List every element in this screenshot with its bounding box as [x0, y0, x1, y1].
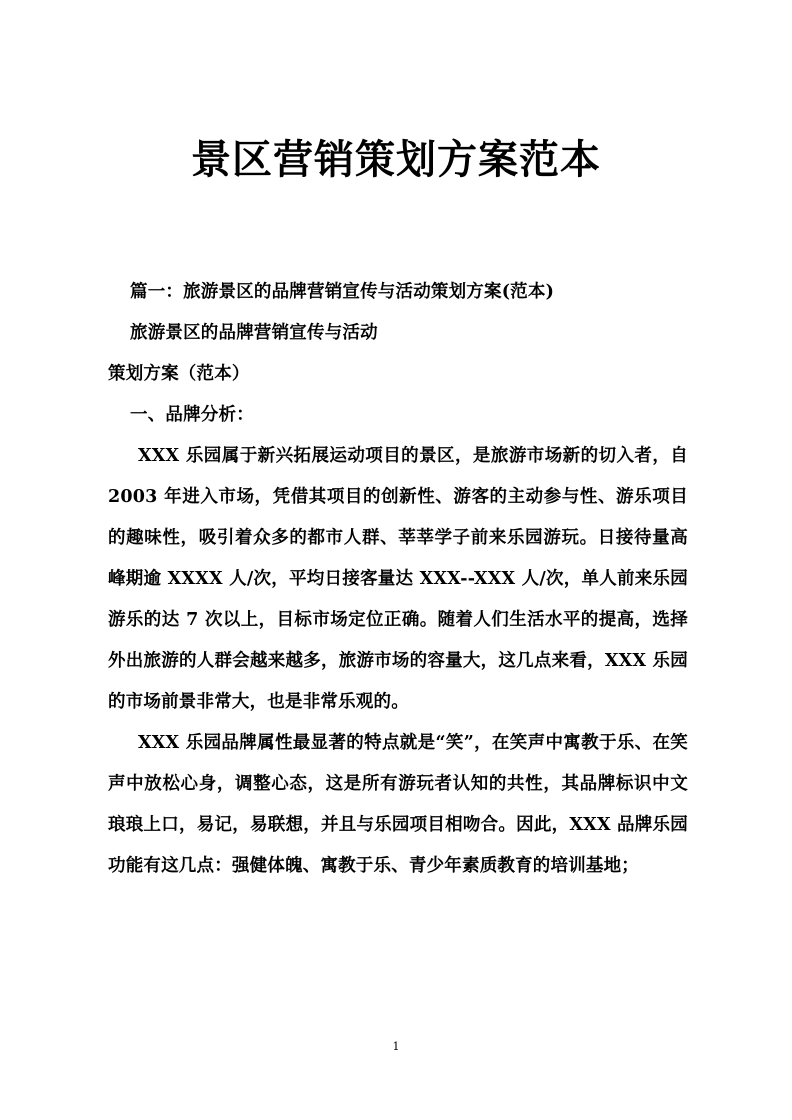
page-title: 景区营销策划方案范本 [191, 136, 601, 183]
paragraph: XXX 乐园品牌属性最显著的特点就是“笑”，在笑声中寓教于乐、在笑声中放松心身，调整心态，这是所有游玩者认知的共性，其品牌标识中文琅琅上口，易记，易联想，并且与乐园项目相吻合。因此，XXX 品牌乐园功能有这几点：强健体魄、寓教于乐、青少年素质教育的培训基地； [108, 733, 688, 876]
page-number: 1 [392, 1040, 400, 1053]
paragraph: XXX 乐园属于新兴拓展运动项目的景区，是旅游市场新的切入者，自 2003 年进入市场，凭借其项目的创新性、游客的主动参与性、游乐项目的趣味性，吸引着众多的都市人群、莘莘学子前来乐园游玩。日接待量高峰期逾 XXXX 人/次，平均日接客量达 XXX--XXX 人/次，单人前来乐园游乐的达 7 次以上，目标市场定位正确。随着人们生活水平的提高，选择外出旅游的人群会越来越多，旅游市场的容量大，这几点来看，XXX 乐园的市场前景非常大，也是非常乐观的。 [108, 446, 688, 712]
paragraph: 篇一：旅游景区的品牌营销宣传与活动策划方案(范本) [130, 282, 555, 302]
paragraph: 一、品牌分析： [130, 405, 254, 425]
document-body [108, 272, 688, 887]
paragraph: 旅游景区的品牌营销宣传与活动 [130, 323, 378, 343]
paragraph: 策划方案（范本） [108, 364, 250, 384]
